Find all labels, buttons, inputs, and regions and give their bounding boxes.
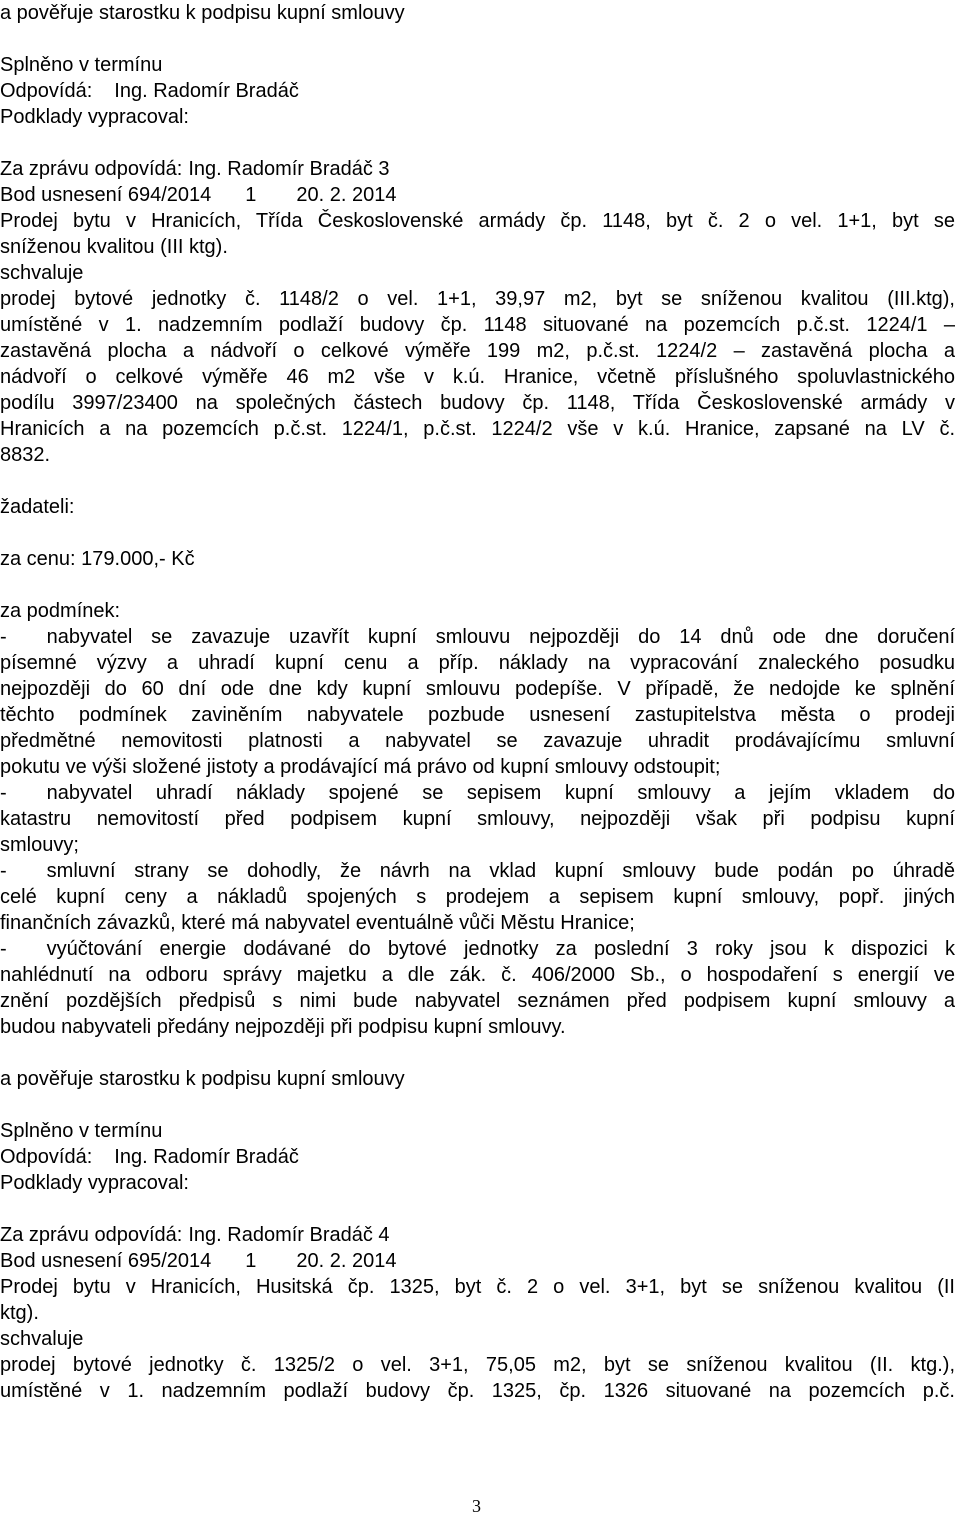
condition-line: katastru nemovitostí před podpisem kupní smlouvy, nejpozději však při podpisu kupní [0, 808, 955, 830]
authorization-text: a pověřuje starostku k podpisu kupní smlouvy [0, 2, 405, 24]
resolution-number: 1 [245, 1250, 257, 1272]
condition-line: - nabyvatel uhradí náklady spojené se sepisem kupní smlouvy a jejím vkladem do [0, 782, 955, 804]
prepared-by: Podklady vypracoval: [0, 106, 189, 128]
responsible-line [0, 1144, 299, 1170]
resolution-body-line: 8832. [0, 444, 51, 466]
condition-line: budou nabyvateli předány nejpozději při podpisu kupní smlouvy. [0, 1016, 566, 1038]
price-line: za cenu: 179.000,- Kč [0, 548, 195, 570]
condition-line: písemné výzvy a uhradí kupní cenu a příp. náklady na vypracování znaleckého posudku [0, 652, 955, 674]
report-label: Za zprávu odpovídá: [0, 1224, 183, 1246]
resolution-body-line: prodej bytové jednotky č. 1148/2 o vel. 1+1, 39,97 m2, byt se sníženou kvalitou (III.ktg), [0, 288, 955, 310]
condition-line: smlouvy; [0, 834, 79, 856]
report-line [0, 156, 390, 182]
resolution-label: Bod usnesení 694/2014 [0, 184, 212, 206]
condition-line: - nabyvatel se zavazuje uzavřít kupní smlouvu nejpozději do 14 dnů ode dne doručení [0, 626, 955, 648]
condition-line: - smluvní strany se dohodly, že návrh na vklad kupní smlouvy bude podán po úhradě [0, 860, 955, 882]
resolution-body-line: umístěné v 1. nadzemním podlaží budovy čp. 1148 situované na pozemcích p.č.st. 1224/1 – [0, 314, 955, 336]
condition-line: předmětné nemovitosti platnosti a nabyvatel se zavazuje uhradit prodávajícímu smluvní [0, 730, 955, 752]
resolution-body-line: Hranicích a na pozemcích p.č.st. 1224/1, p.č.st. 1224/2 vše v k.ú. Hranice, zapsané na LV č. [0, 418, 955, 440]
resolution-number: 1 [245, 184, 257, 206]
resolution-line [0, 1248, 397, 1274]
condition-line: znění pozdějších předpisů s nimi bude nabyvatel seznámen před podpisem kupní smlouvy a [0, 990, 955, 1012]
report-line [0, 1222, 390, 1248]
resolution-body-line: nádvoří o celkové výměře 46 m2 vše v k.ú. Hranice, včetně příslušného spoluvlastnického [0, 366, 955, 388]
page-number: 3 [472, 1496, 481, 1516]
responsible-name: Ing. Radomír Bradáč [114, 80, 299, 102]
report-name: Ing. Radomír Bradáč 4 [188, 1224, 390, 1246]
fulfilled-status: Splněno v termínu [0, 54, 163, 76]
report-name: Ing. Radomír Bradáč 3 [188, 158, 390, 180]
prepared-by: Podklady vypracoval: [0, 1172, 189, 1194]
approval-verb: schvaluje [0, 1328, 84, 1350]
report-label: Za zprávu odpovídá: [0, 158, 183, 180]
resolution-body-line: umístěné v 1. nadzemním podlaží budovy čp. 1325, čp. 1326 situované na pozemcích p.č. [0, 1380, 955, 1402]
resolution-body-line: zastavěná plocha a nádvoří o celkové výměře 199 m2, p.č.st. 1224/2 – zastavěná plocha a [0, 340, 955, 362]
condition-line: těchto podmínek zaviněním nabyvatele pozbude usnesení zastupitelstva města o prodeji [0, 704, 955, 726]
authorization-text: a pověřuje starostku k podpisu kupní smlouvy [0, 1068, 405, 1090]
item-title: Prodej bytu v Hranicích, Husitská čp. 1325, byt č. 2 o vel. 3+1, byt se sníženou kvalitou (II [0, 1276, 955, 1298]
condition-line: - vyúčtování energie dodávané do bytové jednotky za poslední 3 roky jsou k dispozici k [0, 938, 955, 960]
responsible-label: Odpovídá: [0, 80, 93, 102]
resolution-date: 20. 2. 2014 [296, 1250, 397, 1272]
item-title: Prodej bytu v Hranicích, Třída Československé armády čp. 1148, byt č. 2 o vel. 1+1, byt se [0, 210, 955, 232]
condition-line: nahlédnutí na odboru správy majetku a dle zák. č. 406/2000 Sb., o hospodaření s energií ve [0, 964, 955, 986]
responsible-line [0, 78, 299, 104]
responsible-name: Ing. Radomír Bradáč [114, 1146, 299, 1168]
resolution-label: Bod usnesení 695/2014 [0, 1250, 212, 1272]
item-title-continued: sníženou kvalitou (III ktg). [0, 236, 228, 258]
approval-verb: schvaluje [0, 262, 84, 284]
condition-line: pokutu ve výši složené jistoty a prodávající má právo od kupní smlouvy odstoupit; [0, 756, 721, 778]
item-title-continued: ktg). [0, 1302, 39, 1324]
responsible-label: Odpovídá: [0, 1146, 93, 1168]
condition-line: celé kupní ceny a nákladů spojených s prodejem a sepisem kupní smlouvy, popř. jiných [0, 886, 955, 908]
resolution-date: 20. 2. 2014 [296, 184, 397, 206]
condition-line: finančních závazků, které má nabyvatel eventuálně vůči Městu Hranice; [0, 912, 635, 934]
applicants-label: žadateli: [0, 496, 75, 518]
resolution-line [0, 182, 397, 208]
conditions-label: za podmínek: [0, 600, 121, 622]
resolution-body-line: podílu 3997/23400 na společných částech budovy čp. 1148, Třída Československé armády v [0, 392, 955, 414]
condition-line: nejpozději do 60 dní ode dne kdy kupní smlouvu podepíše. V případě, že nedojde ke splnění [0, 678, 955, 700]
resolution-body-line: prodej bytové jednotky č. 1325/2 o vel. 3+1, 75,05 m2, byt se sníženou kvalitou (II. ktg.), [0, 1354, 955, 1376]
fulfilled-status: Splněno v termínu [0, 1120, 163, 1142]
